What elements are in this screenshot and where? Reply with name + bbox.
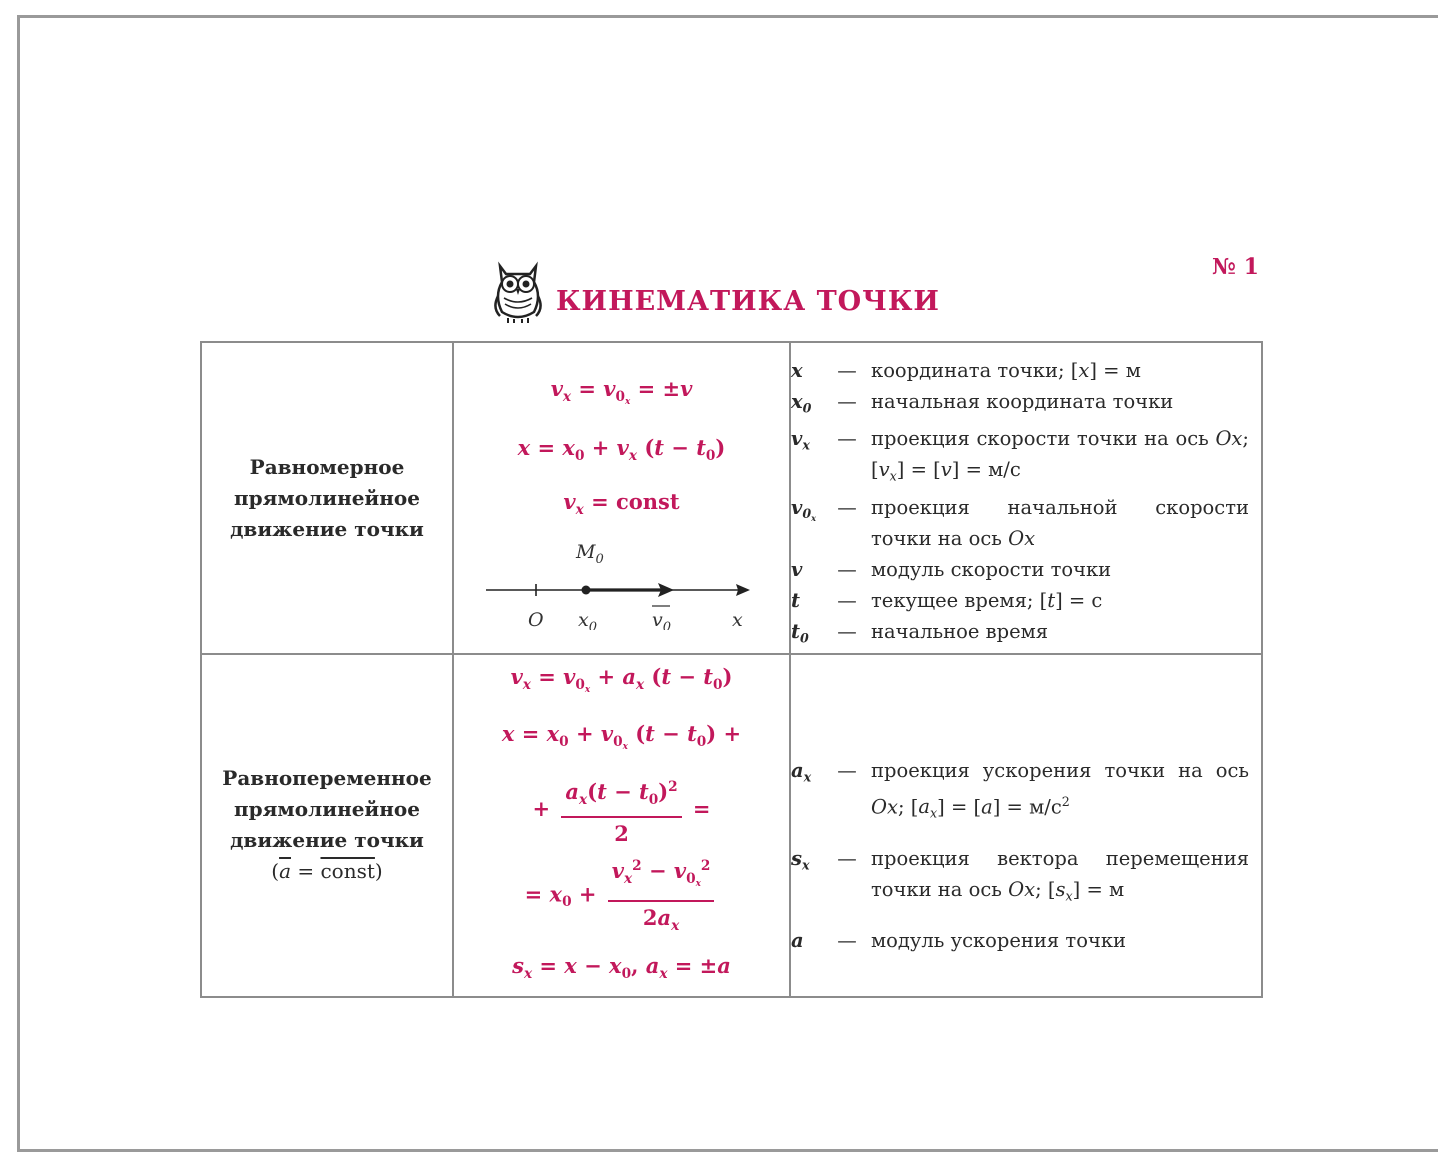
origin-label: O [527,609,544,631]
symbol-x0: $x_0$ [791,390,812,416]
motion-type-line: Равнопеременное [222,766,432,791]
point-label: $M_0$ [575,541,604,568]
motion-type-line: прямолинейное [234,797,420,822]
table-row [201,342,1262,654]
dash: — [837,495,857,519]
dash: — [837,390,857,413]
symbol-t0: $t_0$ [791,619,809,646]
list-item [791,386,1261,423]
axis-arrow-icon [736,584,750,596]
symbol-v0x: $v_{0_x}$ [791,495,817,524]
list-item [791,423,1261,491]
dash: — [837,619,857,643]
motion-condition: ($\overline{a}$ = const) [271,859,383,884]
formula-const: $v_x$ = const [563,488,680,518]
definition-text: начальная координата точки [871,390,1174,413]
definition-text: проекция скорости точки на ось Ox; $[v_x] = [v] = м/с$ [871,427,1249,484]
dash: — [837,758,857,782]
definition-text: проекция ускорения точки на ось Ox; $[a_x] = [a] = м/с^2$ [871,758,1249,821]
motion-type-line: прямолинейное [234,485,420,510]
symbol-vx: $v_x$ [791,427,810,453]
list-item [791,355,1261,386]
definition-text: модуль скорости точки [871,557,1112,581]
formula-coordinate-fraction: + $\frac{a_x(t - t_0)^2}{2}$ = [454,773,789,848]
list-item [791,554,1261,585]
symbol-sx: $s_x$ [791,846,810,873]
formula-coordinate: $x = x_0 + v_{0_x}$ $(t - t_0)$ + [501,721,742,752]
list-item [791,925,1261,956]
list-item [791,492,1261,554]
definitions-cell [790,342,1262,654]
formula-coordinate-alt: = $x_0$ + $\frac{v_x^2 - v_{0_x}^2}{2a_x}$ [454,852,789,940]
symbol-ax: $a_x$ [791,758,812,785]
dash: — [837,359,857,382]
motion-type-line: движение точки [230,828,424,853]
formula-cell [453,342,790,654]
list-item [791,616,1261,653]
dash: — [837,846,857,870]
point-m0 [581,586,590,595]
axis-label: x [731,609,743,631]
motion-type-line: движение точки [230,516,424,541]
list-item [791,843,1261,911]
symbol-t: t [791,588,801,612]
dash: — [837,929,857,953]
definition-text: проекция вектора перемещения точки на ось Ox; $[s_x] = м$ [871,846,1249,904]
definition-text: проекция начальной скорости точки на ось Ox [871,495,1249,550]
symbol-x: x [791,359,803,382]
formula-velocity: $v_x = v_{0_x} + a_x$ $(t - t_0)$ [510,664,733,696]
symbol-a: a [791,929,804,953]
symbol-v: v [791,557,803,581]
definition-text: начальное время [871,619,1049,643]
dash: — [837,557,857,581]
start-label: $x_0$ [577,609,597,631]
definition-text: координата точки; [x] = м [871,359,1141,382]
dash: — [837,427,857,451]
definition-text: текущее время; [t] = с [871,588,1103,612]
motion-type-cell [201,654,453,996]
formula-displacement: $s_x = x - x_0$, $a_x = \pm a$ [512,952,731,982]
kinematics-table [200,341,1263,998]
motion-type-line: Равномерное [249,454,405,479]
card-number: № 1 [1212,254,1259,280]
definitions-cell [790,654,1262,996]
axis-diagram [482,534,762,630]
formula-cell [453,654,790,996]
motion-type-cell [201,342,453,654]
velocity-label: $v_0$ [651,609,671,631]
list-item [791,755,1261,829]
formula-coordinate: $x = x_0 + v_x$ $(t - t_0)$ [517,434,726,464]
dash: — [837,588,857,612]
formula-velocity: $v_x = v_{0_x} = \pm v$ [550,375,693,407]
table-row [201,654,1262,996]
definition-text: модуль ускорения точки [871,929,1127,953]
page-title: КИНЕМАТИКА ТОЧКИ [556,286,940,317]
list-item [791,585,1261,616]
owl-icon [490,256,546,324]
